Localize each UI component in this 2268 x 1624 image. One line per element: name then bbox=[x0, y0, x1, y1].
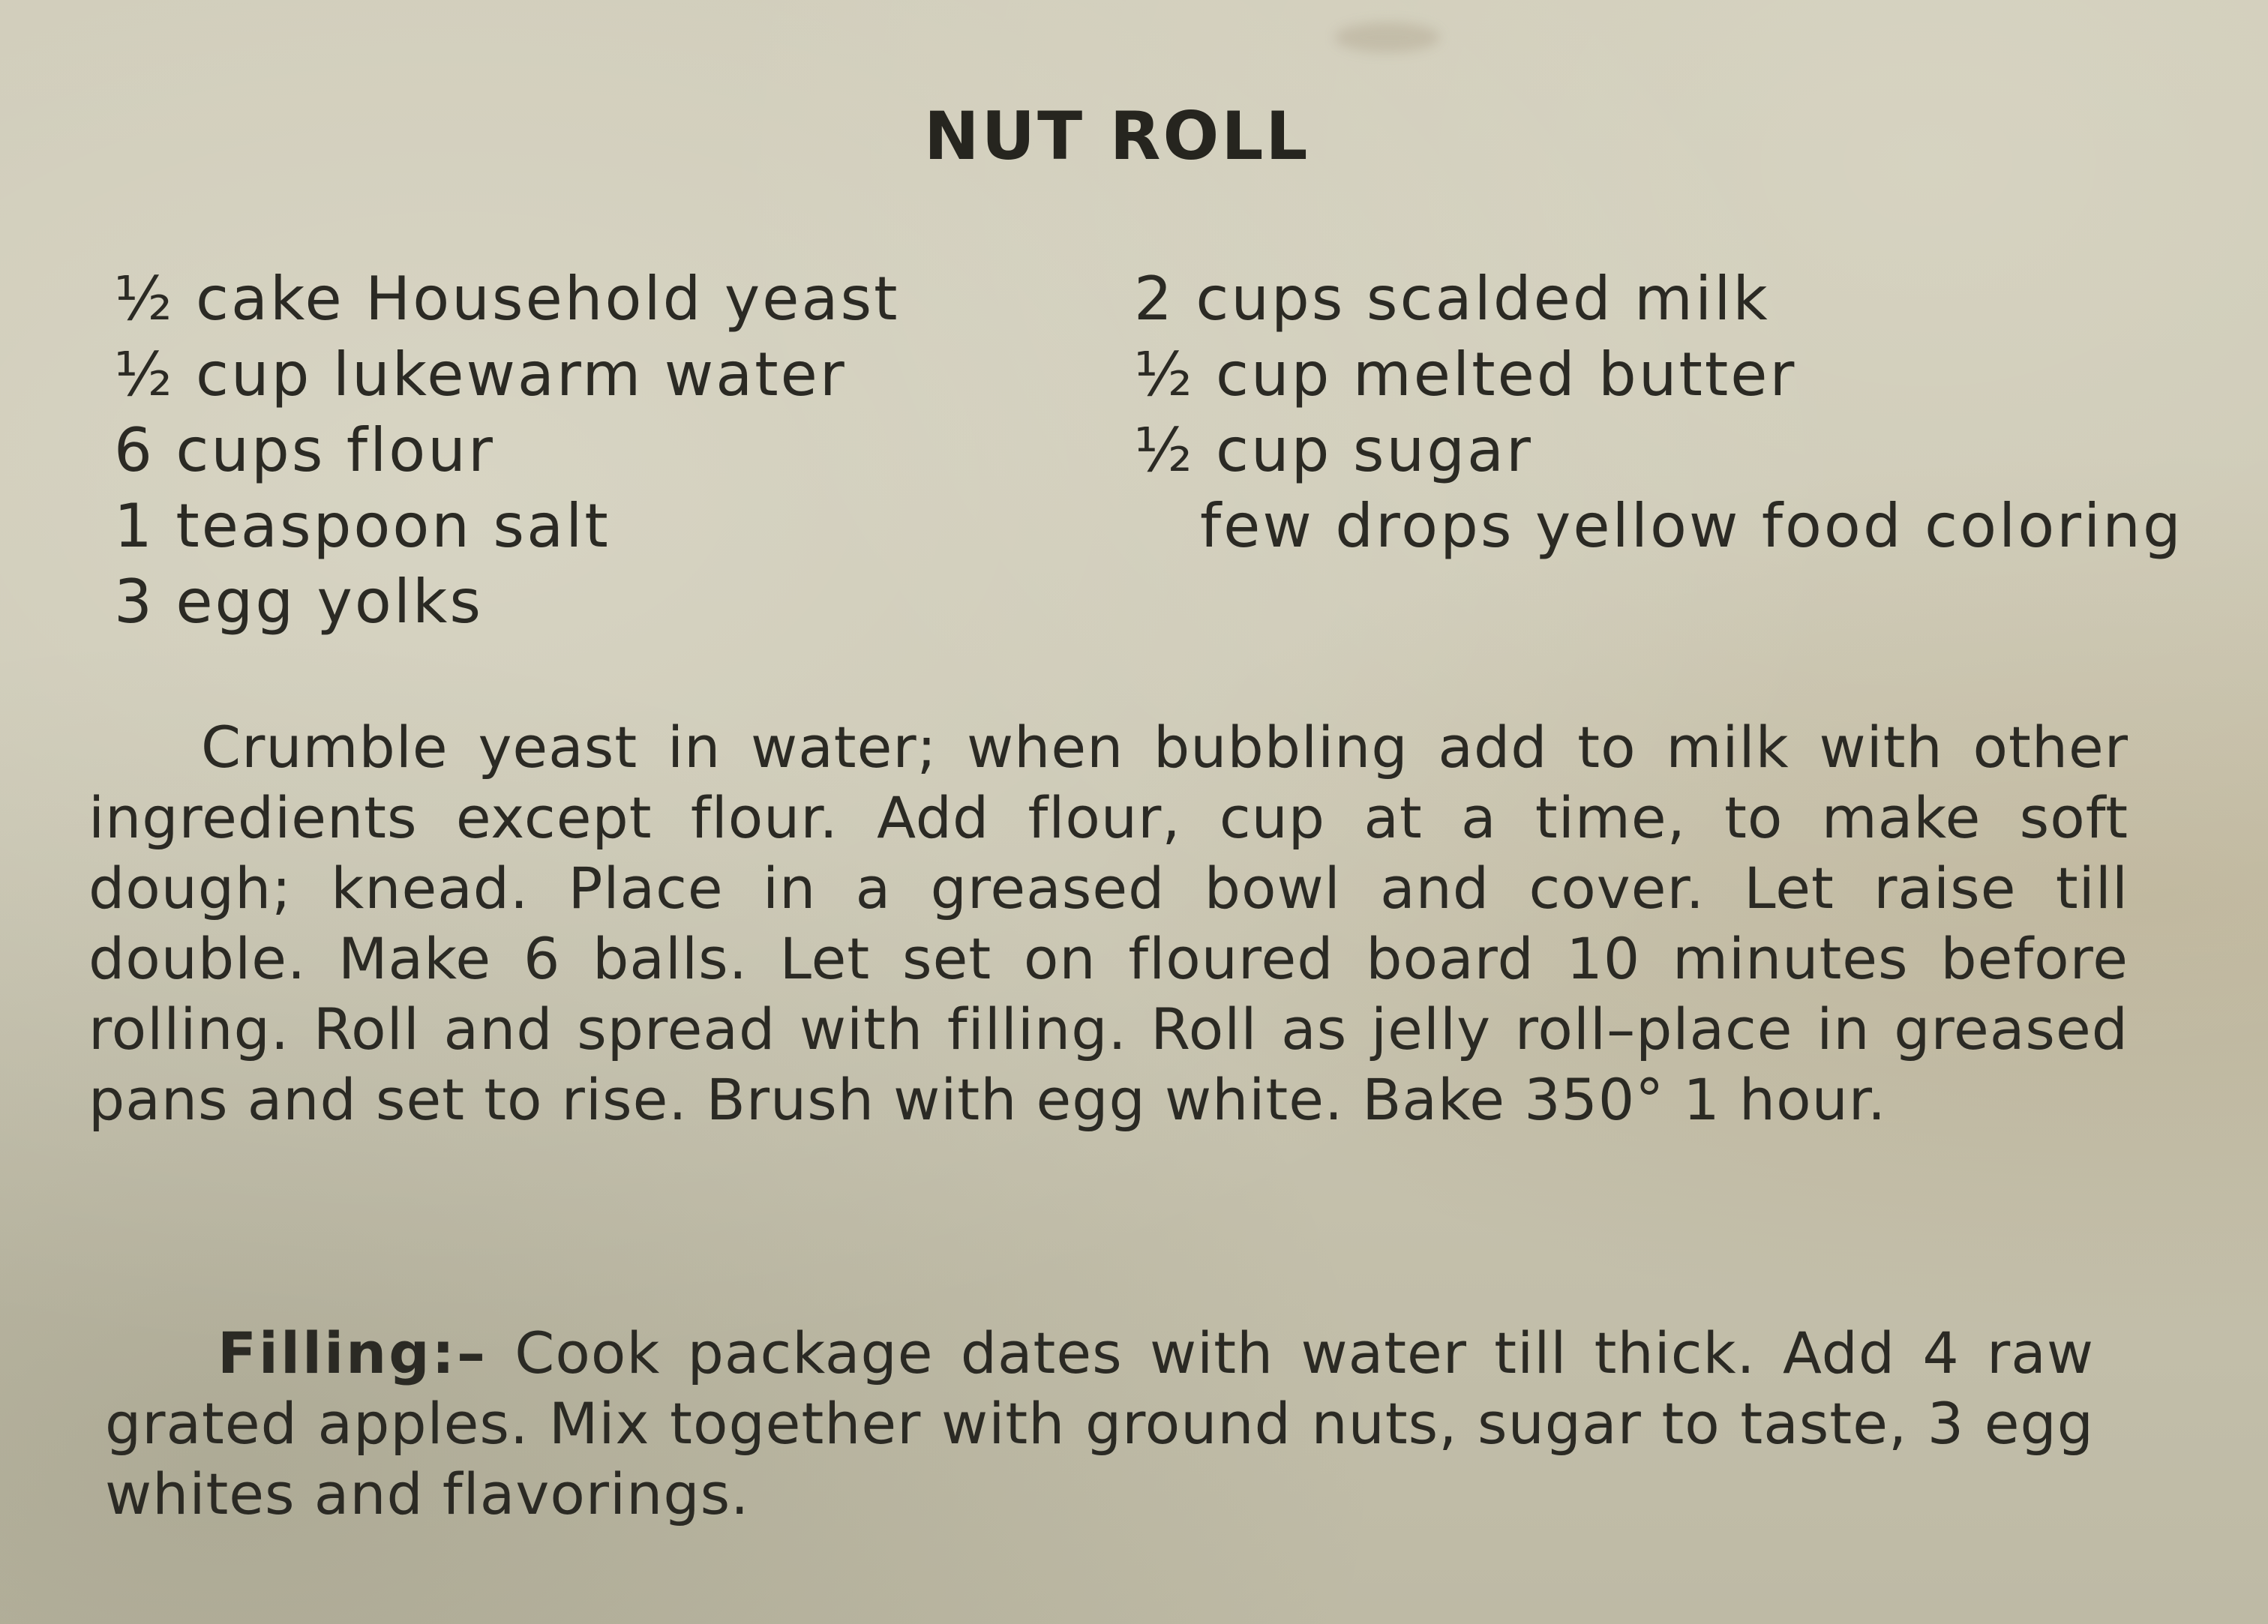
recipe-title: NUT ROLL bbox=[924, 97, 1310, 175]
filling-label: Filling:– bbox=[218, 1320, 488, 1386]
ingredient-list-right bbox=[1134, 261, 2183, 564]
ingredient-item: 3 egg yolks bbox=[114, 567, 484, 637]
ingredient-item: 1 teaspoon salt bbox=[114, 491, 610, 561]
ingredient-item: few drops yellow food coloring bbox=[1200, 491, 2183, 561]
ingredient-item: ½ cup lukewarm water bbox=[114, 340, 847, 409]
ingredient-item: ½ cup sugar bbox=[1134, 415, 1533, 485]
ingredient-list-left bbox=[114, 261, 900, 640]
filling-text: Cook package dates with water till thick. Add 4 raw grated apples. Mix together with ground nuts, sugar to taste, 3 egg whites and flavorings. bbox=[105, 1320, 2094, 1527]
filling-instructions bbox=[105, 1318, 2094, 1530]
ingredient-item: ½ cake Household yeast bbox=[114, 264, 900, 334]
ingredient-item: ½ cup melted butter bbox=[1134, 340, 1797, 409]
ingredient-item: 2 cups scalded milk bbox=[1134, 264, 1770, 334]
recipe-directions: Crumble yeast in water; when bubbling add to milk with other ingredients except flour. Add flour, cup at a time, to make soft dough; knead. Place in a greased bowl and cover. Let raise till double. Make 6 balls. Let set on floured board 10 minutes before rolling. Roll and spread with filling. Roll as jelly roll–place in greased pans and set to rise. Brush with egg white. Bake 350° 1 hour. bbox=[88, 714, 2128, 1133]
ingredient-item: 6 cups flour bbox=[114, 415, 495, 485]
paper-stain bbox=[1335, 22, 1440, 52]
